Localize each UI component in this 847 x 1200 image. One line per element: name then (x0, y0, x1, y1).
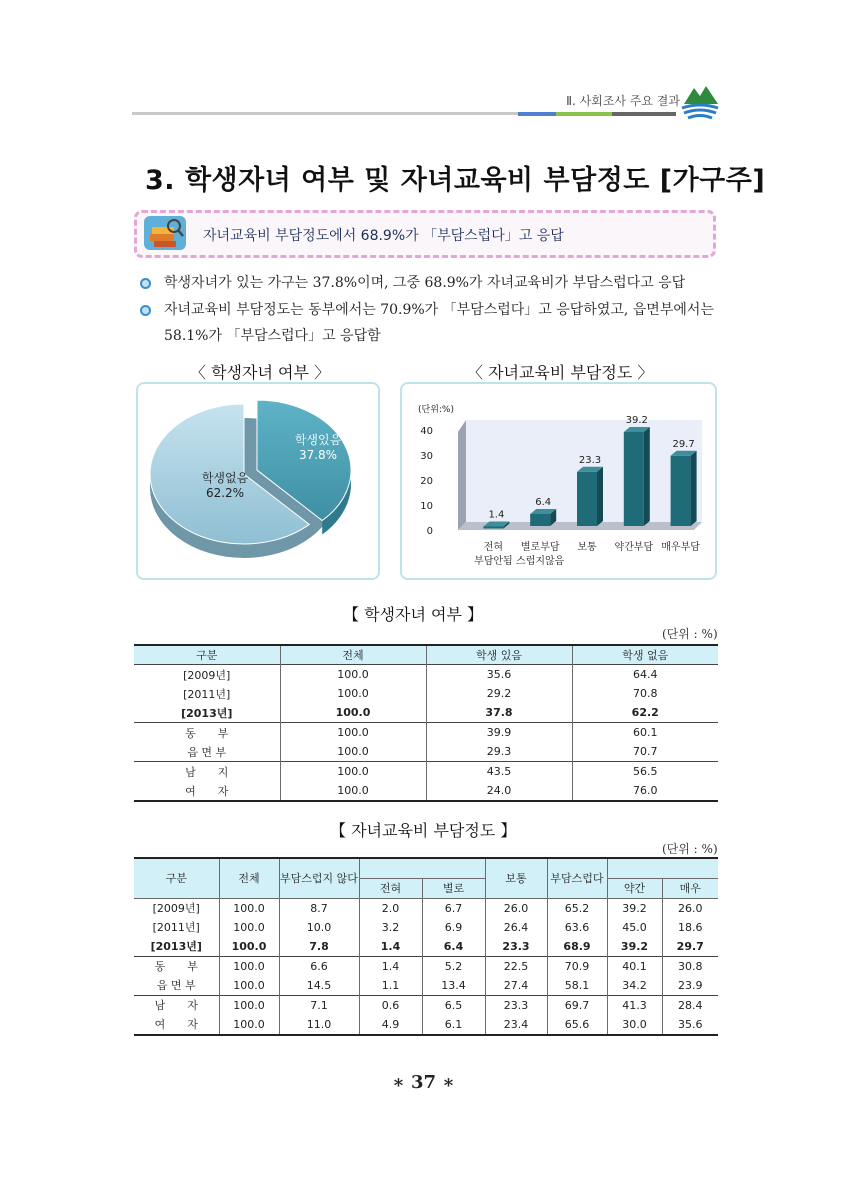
x-tick-label: 전혀 (483, 542, 504, 553)
table-cell: 4.9 (359, 1015, 422, 1035)
table2-header-very: 매우 (662, 878, 718, 898)
bar-value-label: 1.4 (488, 509, 505, 521)
table1-unit: (단위 : %) (662, 627, 718, 641)
table-cell: 70.9 (547, 956, 607, 976)
bullet-2: 자녀교육비 부담정도는 동부에서는 70.9%가 「부담스럽다」고 응답하였고, 읍면부에서는 (164, 302, 714, 318)
table-cell: 100.0 (280, 665, 426, 685)
table-row (134, 918, 718, 937)
table-cell: 29.2 (426, 684, 572, 703)
x-tick-label: 약간부담 (614, 542, 654, 553)
table-cell: 23.3 (485, 995, 547, 1015)
pie-label-no-name: 학생없음 (201, 471, 249, 485)
table-cell: 65.6 (547, 1015, 607, 1035)
table-cell: 35.6 (662, 1015, 718, 1035)
y-tick-label: 10 (420, 501, 433, 512)
table-row (134, 781, 718, 801)
row-label: [2013년] (150, 940, 202, 953)
table-cell: 23.9 (662, 976, 718, 996)
bar-value-label: 6.4 (535, 497, 552, 508)
table-cell: 6.1 (422, 1015, 485, 1035)
y-tick-label: 0 (426, 526, 433, 537)
table-cell: 65.2 (547, 898, 607, 918)
pie-label-yes-value: 37.8% (298, 448, 338, 462)
row-label: [2011년] (152, 921, 200, 934)
table-cell: 69.7 (547, 995, 607, 1015)
pie-label-no-value: 62.2% (205, 486, 245, 500)
table2-header-little: 별로 (422, 878, 485, 898)
table-cell: 13.4 (422, 976, 485, 996)
table-cell: 26.0 (485, 898, 547, 918)
table-row (134, 1015, 718, 1035)
table-cell: 39.2 (607, 898, 662, 918)
table-cell: 1.4 (359, 956, 422, 976)
table-cell: 76.0 (572, 781, 718, 801)
table-cell: 23.4 (485, 1015, 547, 1035)
table-cell: 41.3 (607, 995, 662, 1015)
row-label: 여 자 (185, 784, 229, 798)
table-cell: 43.5 (426, 762, 572, 782)
table-cell: 100.0 (280, 762, 426, 782)
table-cell: 100.0 (280, 781, 426, 801)
table-cell: 30.0 (607, 1015, 662, 1035)
table2-header-none: 전혀 (359, 878, 422, 898)
table-cell: 26.4 (485, 918, 547, 937)
row-label: [2009년] (152, 902, 200, 915)
table-cell: 100.0 (219, 1015, 279, 1035)
table-row (134, 937, 718, 957)
table-cell: 68.9 (547, 937, 607, 957)
y-tick-label: 20 (420, 476, 433, 487)
table-row (134, 956, 718, 976)
table-cell: 14.5 (279, 976, 359, 996)
pie-label-yes-name: 학생있음 (294, 433, 342, 447)
table-cell: 56.5 (572, 762, 718, 782)
bar-value-label: 29.7 (672, 438, 695, 450)
table-cell: 100.0 (219, 976, 279, 996)
x-tick-label: 스럽지않음 (516, 556, 565, 567)
table-cell: 6.9 (422, 918, 485, 937)
bar (624, 432, 644, 526)
table-cell: 100.0 (280, 742, 426, 762)
table-cell: 2.0 (359, 898, 422, 918)
table-cell: 100.0 (280, 684, 426, 703)
table-row (134, 665, 718, 685)
table-cell: 6.6 (279, 956, 359, 976)
page-number: ∗ 37 ∗ (392, 1072, 455, 1093)
table-cell: 11.0 (279, 1015, 359, 1035)
table-row (134, 723, 718, 743)
table1-caption: 【 학생자녀 여부 】 (343, 605, 483, 624)
plot-side-wall (458, 420, 466, 530)
row-label: 여 자 (154, 1018, 198, 1031)
table2-header-normal: 보통 (485, 858, 547, 898)
table-cell: 70.8 (572, 684, 718, 703)
bar-side (644, 427, 650, 526)
table-cell: 100.0 (219, 937, 279, 957)
header-rule-blue (518, 112, 556, 116)
row-label: [2009년] (183, 668, 231, 682)
x-tick-label: 부담안됨 (474, 556, 513, 567)
bar (577, 472, 597, 526)
table-cell: 37.8 (426, 703, 572, 723)
pie-chart-title: 〈 학생자녀 여부 〉 (190, 363, 330, 382)
table-row (134, 898, 718, 918)
table-cell: 18.6 (662, 918, 718, 937)
row-label: 동 부 (154, 960, 198, 973)
row-label: [2013년] (181, 706, 233, 720)
row-label: 동 부 (185, 726, 229, 740)
table-cell: 64.4 (572, 665, 718, 685)
x-tick-label: 보통 (577, 542, 597, 553)
table-cell: 39.9 (426, 723, 572, 743)
bullet-1: 학생자녀가 있는 가구는 37.8%이며, 그중 68.9%가 자녀교육비가 부담스럽다고 응답 (164, 275, 686, 291)
table-row (134, 976, 718, 996)
table2-header-group: 구분 (134, 858, 219, 898)
table-cell: 8.7 (279, 898, 359, 918)
table-cell: 35.6 (426, 665, 572, 685)
row-label: 남 자 (154, 999, 198, 1012)
x-tick-label: 별로부담 (520, 542, 560, 553)
row-label: 남 지 (185, 765, 229, 779)
table-cell: 70.7 (572, 742, 718, 762)
table2-header-some: 약간 (607, 878, 662, 898)
table2-header-burden: 부담스럽다 (547, 858, 607, 898)
table-cell: 29.7 (662, 937, 718, 957)
table-cell: 27.4 (485, 976, 547, 996)
y-tick-label: 30 (420, 451, 433, 462)
education-burden-table (134, 857, 718, 1036)
table-cell: 23.3 (485, 937, 547, 957)
books-icon (142, 214, 188, 252)
x-tick-label: 매우부담 (661, 542, 700, 553)
table1-header: 학생 없음 (572, 645, 718, 665)
table-cell: 29.3 (426, 742, 572, 762)
table2-header-notburden: 부담스럽지 않다 (279, 858, 359, 898)
table-cell: 100.0 (219, 898, 279, 918)
table-cell: 6.4 (422, 937, 485, 957)
table1-header: 구분 (134, 645, 280, 665)
table-cell: 63.6 (547, 918, 607, 937)
table-cell: 24.0 (426, 781, 572, 801)
table-row (134, 684, 718, 703)
table2-header-blank-right (607, 858, 718, 878)
bar-chart (400, 382, 717, 580)
table-cell: 100.0 (280, 723, 426, 743)
table-cell: 100.0 (219, 956, 279, 976)
table-cell: 6.7 (422, 898, 485, 918)
bar-unit-label: (단위:%) (418, 405, 454, 415)
table-cell: 1.4 (359, 937, 422, 957)
table-cell: 39.2 (607, 937, 662, 957)
y-tick-label: 40 (420, 426, 433, 437)
table-row (134, 995, 718, 1015)
table-cell: 22.5 (485, 956, 547, 976)
table-cell: 6.5 (422, 995, 485, 1015)
table-cell: 28.4 (662, 995, 718, 1015)
table2-caption: 【 자녀교육비 부담정도 】 (330, 821, 517, 840)
page-title: 3. 학생자녀 여부 및 자녀교육비 부담정도 [가구주] (145, 165, 766, 196)
table-cell: 5.2 (422, 956, 485, 976)
bar (530, 514, 550, 526)
bullet-icon (140, 278, 151, 289)
pie-label-yes (291, 431, 345, 462)
table-row (134, 703, 718, 723)
bar (671, 456, 691, 526)
table-cell: 30.8 (662, 956, 718, 976)
table-cell: 60.1 (572, 723, 718, 743)
banner-text: 자녀교육비 부담정도에서 68.9%가 「부담스럽다」고 응답 (203, 228, 564, 244)
table-cell: 100.0 (280, 703, 426, 723)
table-cell: 100.0 (219, 995, 279, 1015)
table-row (134, 762, 718, 782)
row-label: 읍 면 부 (187, 745, 227, 759)
table-cell: 10.0 (279, 918, 359, 937)
bar-value-label: 23.3 (578, 454, 602, 466)
table-cell: 40.1 (607, 956, 662, 976)
table-row (134, 742, 718, 762)
table-cell: 62.2 (572, 703, 718, 723)
pie-label-no (198, 469, 252, 500)
table-cell: 100.0 (219, 918, 279, 937)
student-children-table (134, 644, 718, 802)
table2-header-blank-left (359, 858, 485, 878)
table1-header: 전체 (280, 645, 426, 665)
table-cell: 26.0 (662, 898, 718, 918)
bar-chart-title: 〈 자녀교육비 부담정도 〉 (467, 363, 654, 382)
table-cell: 0.6 (359, 995, 422, 1015)
table-cell: 58.1 (547, 976, 607, 996)
bar-side (597, 467, 603, 526)
mountain-logo-icon (680, 80, 720, 122)
table-cell: 1.1 (359, 976, 422, 996)
header-rule-green (556, 112, 612, 116)
bar (483, 527, 503, 529)
bar-value-label: 39.2 (625, 415, 648, 426)
table-cell: 3.2 (359, 918, 422, 937)
bar-side (691, 451, 697, 526)
table-cell: 34.2 (607, 976, 662, 996)
section-header: Ⅱ. 사회조사 주요 결과 (566, 94, 680, 108)
table2-header-total: 전체 (219, 858, 279, 898)
table2-unit: (단위 : %) (662, 842, 718, 856)
bullet-2-cont: 58.1%가 「부담스럽다」고 응답함 (164, 328, 381, 344)
table-cell: 45.0 (607, 918, 662, 937)
row-label: [2011년] (183, 687, 231, 701)
table1-header: 학생 있음 (426, 645, 572, 665)
table-cell: 7.8 (279, 937, 359, 957)
pie-chart (136, 382, 380, 580)
header-rule-gray (612, 112, 676, 116)
row-label: 읍 면 부 (156, 979, 196, 992)
bullet-icon (140, 305, 151, 316)
table-cell: 7.1 (279, 995, 359, 1015)
